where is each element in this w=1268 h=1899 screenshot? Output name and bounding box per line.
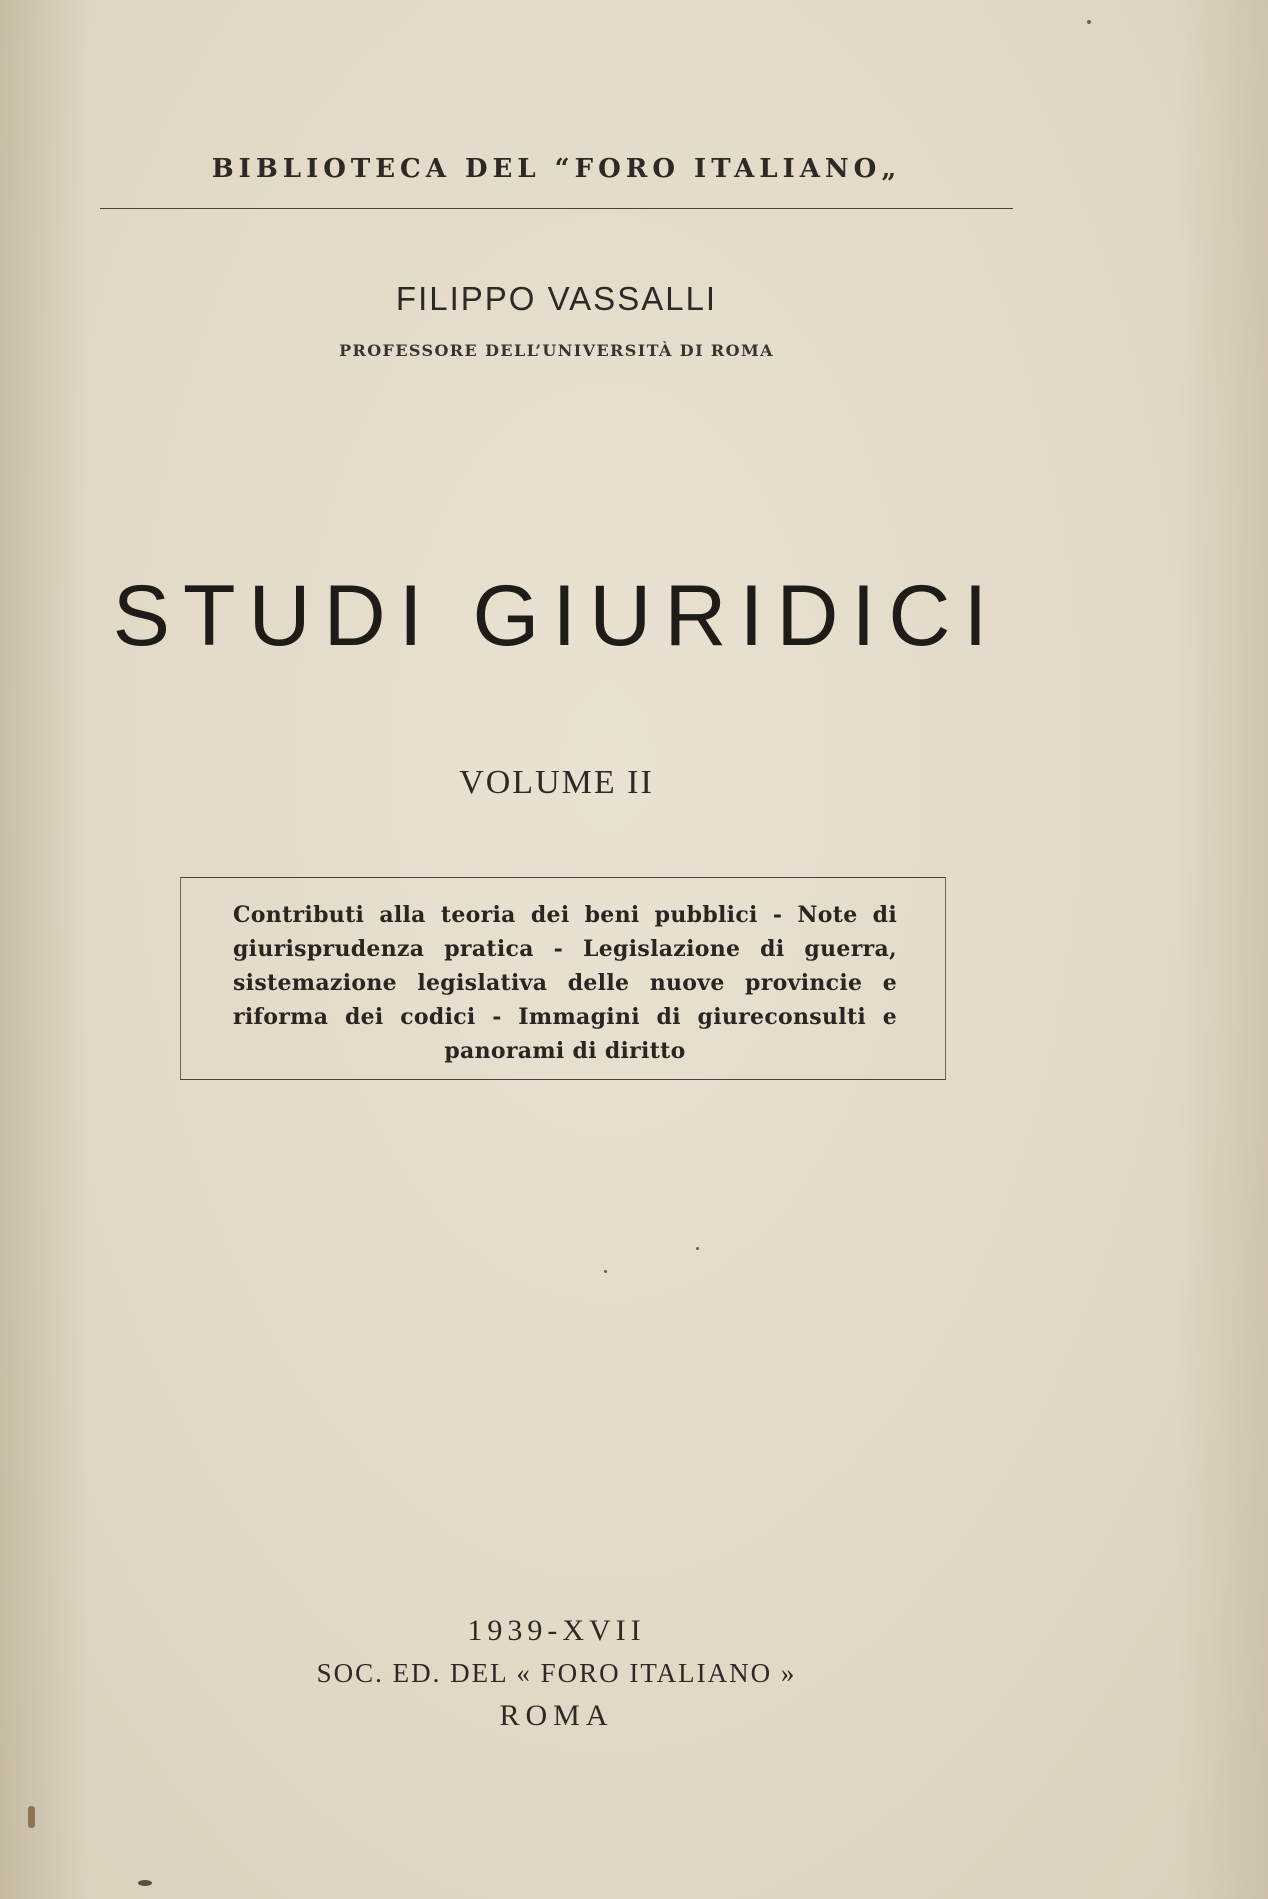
author-affiliation: PROFESSORE DELL’UNIVERSITÀ DI ROMA <box>339 341 774 360</box>
paper-edge-shading-right <box>1178 0 1268 1899</box>
series-divider <box>100 208 1013 209</box>
contents-box <box>180 877 946 1080</box>
volume-label: VOLUME II <box>459 764 654 801</box>
series-name: BIBLIOTECA DEL “FORO ITALIANO„ <box>211 154 902 184</box>
publisher-name: SOC. ED. DEL « FORO ITALIANO » <box>316 1658 797 1688</box>
paper-edge-shading-left <box>0 0 90 1899</box>
paper-speck <box>604 1270 607 1273</box>
paper-speck <box>696 1247 699 1250</box>
publication-city: ROMA <box>499 1699 614 1732</box>
author-name: FILIPPO VASSALLI <box>395 280 718 317</box>
paper-speck <box>138 1880 152 1886</box>
publication-year: 1939-XVII <box>467 1614 646 1647</box>
paper-speck <box>28 1806 35 1828</box>
contents-description: Contributi alla teoria dei beni pubblici - Note di giurisprudenza pratica - Legislazione di guerra, sistemazione legislativa delle nuove provincie e riforma dei codici - Immagini di giureconsulti e panorami di diritto <box>233 902 897 1064</box>
paper-speck <box>1087 20 1091 24</box>
book-title: STUDI GIURIDICI <box>112 568 1001 664</box>
